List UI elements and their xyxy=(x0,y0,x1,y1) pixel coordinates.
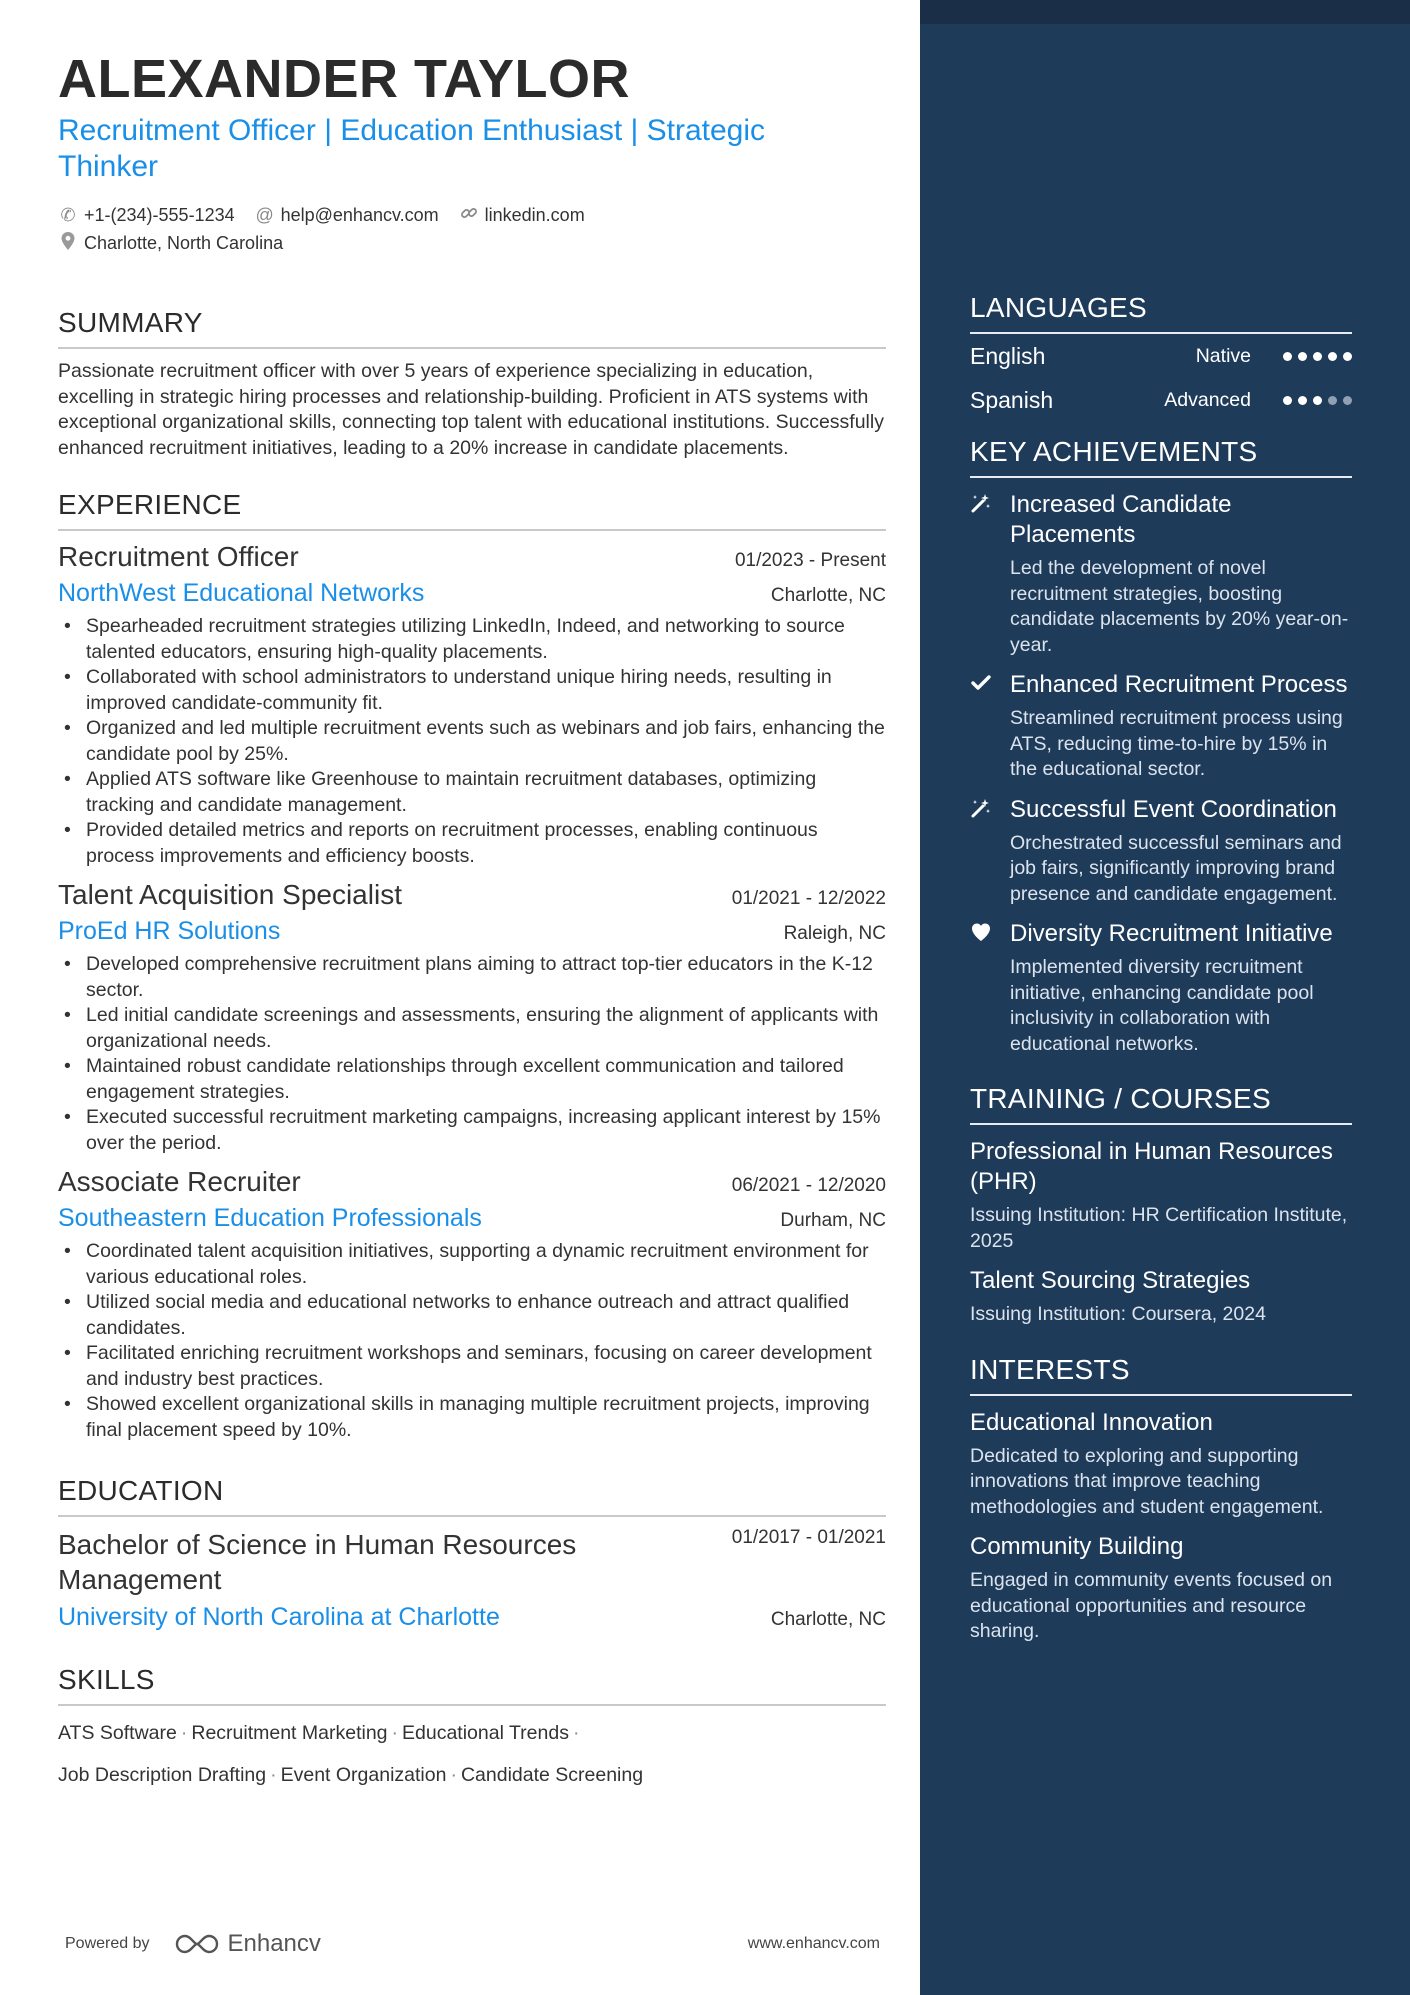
skill-item: Recruitment Marketing xyxy=(191,1722,388,1745)
job-bullet: • Led initial candidate screenings and assessments, ensuring the alignment of applicants with organizational needs. xyxy=(58,1003,886,1054)
contact-info xyxy=(58,201,886,257)
skill-item: Event Organization xyxy=(280,1764,447,1787)
link-icon xyxy=(459,204,479,227)
powered-by-text: Powered by xyxy=(65,1935,150,1952)
job-bullet: • Maintained robust candidate relationships through excellent communication and tailored engagement strategies. xyxy=(58,1054,886,1105)
language-level: Native xyxy=(1195,344,1251,367)
rating-dot-empty xyxy=(1328,396,1337,405)
job-location: Durham, NC xyxy=(780,1210,886,1232)
school-location: Charlotte, NC xyxy=(770,1609,886,1631)
achievement-list xyxy=(970,490,1352,1057)
footer-url[interactable]: www.enhancv.com xyxy=(747,1935,880,1952)
summary-title: SUMMARY xyxy=(58,307,886,349)
language-row xyxy=(970,334,1352,378)
footer xyxy=(65,1930,880,1958)
course-title: Professional in Human Resources (PHR) xyxy=(970,1138,1333,1195)
job-bullets xyxy=(58,952,886,1156)
achievement-item xyxy=(970,795,1352,908)
interests-title: INTERESTS xyxy=(970,1354,1352,1396)
sidebar-top-bar xyxy=(920,0,1410,24)
email-contact[interactable] xyxy=(255,205,439,226)
email-text[interactable]: help@enhancv.com xyxy=(280,204,439,225)
achievement-description: Led the development of novel recruitment strategies, boosting candidate placements by 20% year-on-year. xyxy=(1010,557,1349,656)
powered-by xyxy=(65,1930,321,1958)
achievement-description: Implemented diversity recruitment initiative, enhancing candidate pool inclusivity in collaboration with educational networks. xyxy=(1010,956,1314,1055)
location-contact xyxy=(58,232,283,255)
job-location: Raleigh, NC xyxy=(783,923,886,945)
achievement-body xyxy=(1010,490,1352,658)
linkedin-contact[interactable] xyxy=(459,204,585,227)
job-bullet: • Utilized social media and educational networks to enhance outreach and attract qualified candidates. xyxy=(58,1290,886,1341)
skill-separator: · xyxy=(270,1764,277,1787)
job-subheader xyxy=(58,917,886,946)
achievements-title: KEY ACHIEVEMENTS xyxy=(970,436,1352,478)
enhancv-logo-text: Enhancv xyxy=(227,1930,321,1957)
job-bullet: • Developed comprehensive recruitment plans aiming to attract top-tier educators in the K-12 sector. xyxy=(58,952,886,1003)
achievement-title: Enhanced Recruitment Process xyxy=(1010,671,1348,698)
school-name: University of North Carolina at Charlotte xyxy=(58,1603,500,1632)
language-list xyxy=(970,334,1352,422)
rating-dot-filled xyxy=(1328,352,1337,361)
skill-separator: · xyxy=(572,1722,580,1745)
rating-dot-filled xyxy=(1283,396,1292,405)
phone-text: +1-(234)-555-1234 xyxy=(84,204,235,225)
interest-description: Dedicated to exploring and supporting innovations that improve teaching methodologies and student engagement. xyxy=(970,1444,1324,1518)
rating-dot-filled xyxy=(1313,396,1322,405)
summary-text: Passionate recruitment officer with over 5 years of experience specializing in education, excelling in strategic hiring processes and relationship-building. Proficient in ATS systems with exceptional organizational skills, connecting top talent with educational institutions. Successfully enhanced recruitment initiatives, leading to a 20% increase in candidate placements. xyxy=(58,360,884,459)
skills-row xyxy=(58,1718,886,1748)
achievement-title: Successful Event Coordination xyxy=(1010,795,1337,823)
job-header xyxy=(58,1166,886,1198)
job-subheader xyxy=(58,1204,886,1233)
achievement-description: Streamlined recruitment process using ATS, reducing time-to-hire by 15% in the educational sector. xyxy=(1010,707,1343,780)
language-name: Spanish xyxy=(970,386,1054,413)
experience-section xyxy=(58,489,886,1443)
skill-item: Candidate Screening xyxy=(460,1764,644,1787)
job-bullet: • Facilitated enriching recruitment workshops and seminars, focusing on career development and industry best practices. xyxy=(58,1341,886,1392)
job-dates: 01/2023 - Present xyxy=(734,550,886,572)
skill-separator: · xyxy=(391,1722,399,1745)
languages-title: LANGUAGES xyxy=(970,292,1352,334)
skills-section xyxy=(58,1664,886,1790)
rating-dot-empty xyxy=(1343,396,1352,405)
job-bullet: • Organized and led multiple recruitment events such as webinars and job fairs, enhancing the candidate pool by 25%. xyxy=(58,716,886,767)
candidate-name: ALEXANDER TAYLOR xyxy=(58,49,631,109)
language-level: Advanced xyxy=(1164,388,1251,411)
course-description: Issuing Institution: Coursera, 2024 xyxy=(970,1303,1266,1325)
course-item xyxy=(970,1266,1352,1328)
job-entry xyxy=(58,879,886,1156)
achievement-title: Increased Candidate Placements xyxy=(1010,491,1232,548)
interests-section xyxy=(970,1354,1352,1645)
sidebar xyxy=(920,0,1410,1995)
training-section xyxy=(970,1083,1352,1328)
training-title: TRAINING / COURSES xyxy=(970,1083,1352,1125)
company-name: Southeastern Education Professionals xyxy=(58,1204,482,1233)
interest-title: Community Building xyxy=(970,1533,1184,1560)
job-entry xyxy=(58,541,886,869)
job-header xyxy=(58,541,886,573)
skills-row xyxy=(58,1760,886,1790)
map-pin-icon xyxy=(58,232,78,255)
job-bullets xyxy=(58,614,886,869)
company-name: ProEd HR Solutions xyxy=(58,917,281,946)
job-bullet: • Spearheaded recruitment strategies utilizing LinkedIn, Indeed, and networking to source talented educators, ensuring high-quality placements. xyxy=(58,614,886,665)
interest-item xyxy=(970,1532,1352,1645)
job-bullet: • Coordinated talent acquisition initiatives, supporting a dynamic recruitment environment for various educational roles. xyxy=(58,1239,886,1290)
achievement-item xyxy=(970,490,1352,658)
language-name: English xyxy=(970,342,1046,369)
course-description: Issuing Institution: HR Certification Institute, 2025 xyxy=(970,1204,1348,1252)
job-title: Recruitment Officer xyxy=(58,541,299,573)
job-subheader xyxy=(58,579,886,608)
achievement-item xyxy=(970,670,1352,783)
job-bullet: • Applied ATS software like Greenhouse to maintain recruitment databases, optimizing tracking and candidate management. xyxy=(58,767,886,818)
job-bullet: • Showed excellent organizational skills in managing multiple recruitment projects, improving final placement speed by 10%. xyxy=(58,1392,886,1443)
interest-list xyxy=(970,1408,1352,1645)
enhancv-logo-icon xyxy=(174,1933,220,1955)
skills-title: SKILLS xyxy=(58,1664,886,1706)
course-list xyxy=(970,1137,1352,1328)
degree: Bachelor of Science in Human Resources Management xyxy=(58,1529,577,1596)
skill-item: Educational Trends xyxy=(402,1722,569,1745)
job-dates: 06/2021 - 12/2020 xyxy=(731,1175,886,1197)
language-row xyxy=(970,378,1352,422)
job-bullet: • Provided detailed metrics and reports on recruitment processes, enabling continuous process improvements and efficiency boosts. xyxy=(58,818,886,869)
achievement-body xyxy=(1010,919,1352,1057)
languages-section xyxy=(970,292,1352,422)
wand-icon xyxy=(970,795,1010,908)
education-title: EDUCATION xyxy=(58,1475,886,1517)
check-icon xyxy=(970,670,1010,783)
summary-section xyxy=(58,307,886,461)
job-list xyxy=(58,541,886,1443)
phone-icon: ✆ xyxy=(60,204,76,225)
course-title: Talent Sourcing Strategies xyxy=(970,1267,1251,1294)
skill-item: ATS Software xyxy=(58,1722,177,1745)
achievement-body xyxy=(1010,670,1352,783)
heart-icon xyxy=(970,919,1010,1057)
achievement-item xyxy=(970,919,1352,1057)
skill-separator: · xyxy=(180,1722,188,1745)
achievement-body xyxy=(1010,795,1352,908)
rating-dot-filled xyxy=(1298,352,1307,361)
at-icon: @ xyxy=(255,204,274,225)
job-header xyxy=(58,879,886,911)
rating-dot-filled xyxy=(1343,352,1352,361)
job-bullet: • Collaborated with school administrators to understand unique hiring needs, resulting in improved candidate-community fit. xyxy=(58,665,886,716)
proficiency-rating xyxy=(1283,352,1352,361)
skill-item: Job Description Drafting xyxy=(58,1764,267,1787)
rating-dot-filled xyxy=(1283,352,1292,361)
job-location: Charlotte, NC xyxy=(770,585,886,607)
interest-description: Engaged in community events focused on educational opportunities and resource sharing. xyxy=(970,1569,1333,1642)
headline: Recruitment Officer | Education Enthusiast | Strategic Thinker xyxy=(58,114,766,184)
enhancv-logo[interactable] xyxy=(174,1930,321,1958)
interest-item xyxy=(970,1408,1352,1521)
education-dates: 01/2017 - 01/2021 xyxy=(731,1527,886,1549)
proficiency-rating xyxy=(1283,396,1352,405)
location-text: Charlotte, North Carolina xyxy=(84,232,284,253)
achievements-section xyxy=(970,436,1352,1057)
achievement-description: Orchestrated successful seminars and job fairs, significantly improving brand presence and candidate engagement. xyxy=(1010,831,1342,905)
experience-title: EXPERIENCE xyxy=(58,489,886,531)
job-title: Talent Acquisition Specialist xyxy=(58,879,402,911)
job-bullet: • Executed successful recruitment marketing campaigns, increasing applicant interest by 15% over the period. xyxy=(58,1105,886,1156)
rating-dot-filled xyxy=(1298,396,1307,405)
course-item xyxy=(970,1137,1352,1254)
skill-separator: · xyxy=(450,1764,457,1787)
linkedin-text[interactable]: linkedin.com xyxy=(484,204,585,225)
job-dates: 01/2021 - 12/2022 xyxy=(731,888,886,910)
phone-contact xyxy=(58,205,235,226)
interest-title: Educational Innovation xyxy=(970,1408,1213,1436)
company-name: NorthWest Educational Networks xyxy=(58,579,425,608)
job-title: Associate Recruiter xyxy=(58,1166,301,1198)
achievement-title: Diversity Recruitment Initiative xyxy=(1010,920,1333,947)
rating-dot-filled xyxy=(1313,352,1322,361)
job-bullets xyxy=(58,1239,886,1443)
job-entry xyxy=(58,1166,886,1443)
education-section xyxy=(58,1475,886,1632)
wand-icon xyxy=(970,490,1010,658)
